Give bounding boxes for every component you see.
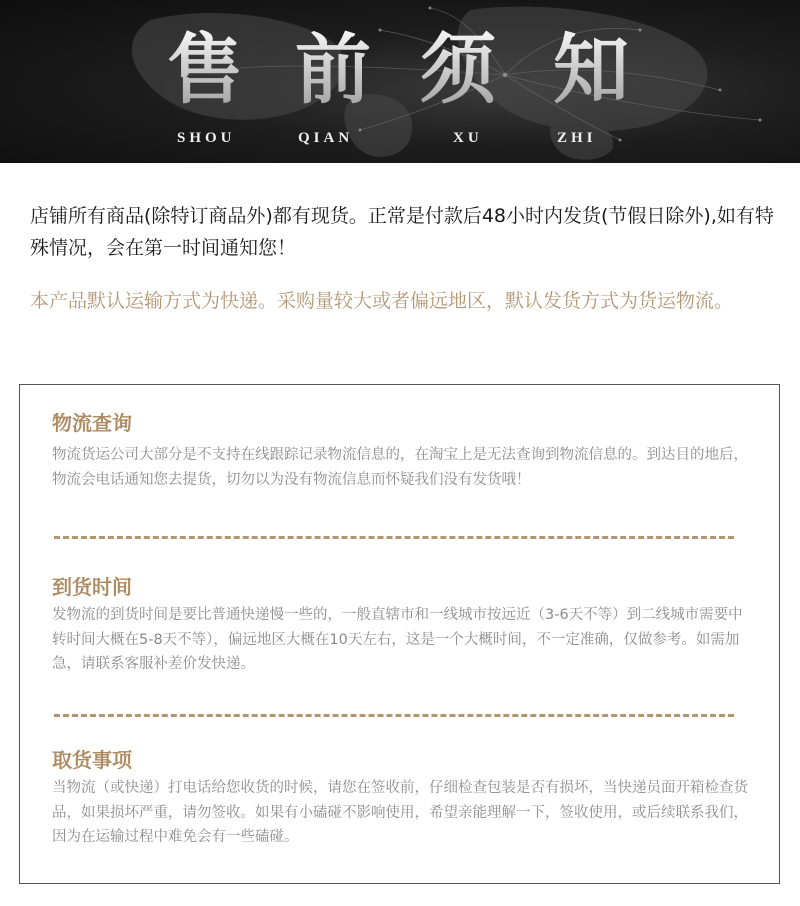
banner-title-char: 知 — [553, 22, 629, 118]
banner-pinyin: XU — [453, 130, 483, 146]
section-body-arrival-time: 发物流的到货时间是要比普通快递慢一些的，一般直辖市和一线城市按远近（3-6天不等）到二线城市需要中转时间大概在5-8天不等），偏远地区大概在10天左右，这是一个大概时间，不一定准确，仅做参考。如需加急，请联系客服补差价发快递。 — [52, 607, 743, 672]
header-banner — [0, 0, 800, 163]
banner-pinyin: QIAN — [298, 130, 354, 146]
section-title-pickup-notes: 取货事项 — [52, 748, 132, 772]
section-divider — [54, 536, 734, 539]
shipping-method-notice: 本产品默认运输方式为快递。采购量较大或者偏远地区，默认发货方式为货运物流。 — [30, 290, 734, 312]
section-divider — [54, 714, 734, 717]
banner-pinyin: SHOU — [177, 130, 236, 146]
stock-notice: 店铺所有商品(除特订商品外)都有现货。正常是付款后48小时内发货(节假日除外),如有特殊情况，会在第一时间通知您！ — [30, 205, 774, 259]
banner-title-char: 前 — [295, 22, 371, 118]
section-body-logistics-query: 物流货运公司大部分是不支持在线跟踪记录物流信息的，在淘宝上是无法查询到物流信息的。到达目的地后，物流会电话通知您去提货，切勿以为没有物流信息而怀疑我们没有发货哦！ — [52, 447, 748, 488]
section-title-arrival-time: 到货时间 — [52, 575, 132, 599]
banner-title-char: 售 — [167, 22, 243, 118]
banner-title — [0, 22, 800, 122]
section-body-pickup-notes: 当物流（或快递）打电话给您收货的时候，请您在签收前，仔细检查包装是否有损坏，当快递员面开箱检查货品，如果损坏严重，请勿签收。如果有小磕碰不影响使用，希望亲能理解一下，签收使用，或后续联系我们，因为在运输过程中难免会有一些磕碰。 — [52, 780, 748, 845]
banner-pinyin: ZHI — [557, 130, 597, 146]
section-title-logistics-query: 物流查询 — [52, 411, 132, 435]
info-box — [19, 384, 780, 884]
banner-title-char: 须 — [420, 22, 496, 118]
